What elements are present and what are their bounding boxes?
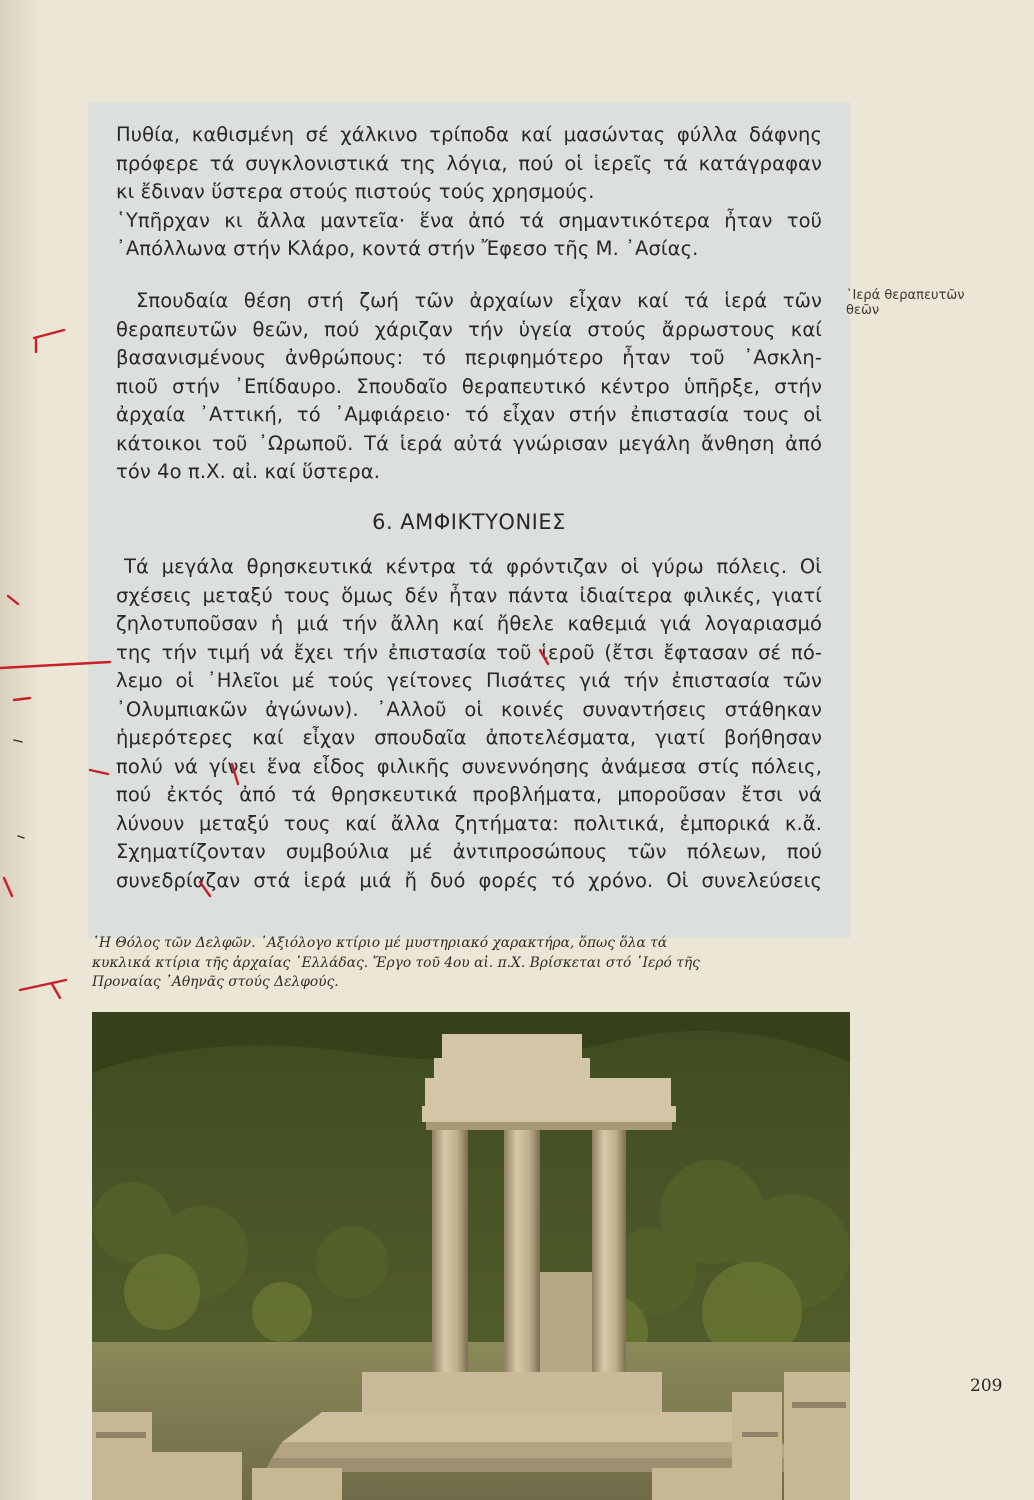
tholos-photo [92,1012,850,1500]
text-line: θεραπευτῶν θεῶν, πού χάριζαν τήν ὑγεία στούς ἄρρωστους καί [116,317,822,341]
text-line: ᾿Απόλλωνα στήν Κλάρο, κοντά στήν Ἔφεσο τῆς Μ. ᾿Ασίας. [116,237,699,260]
text-line: λύνουν μεταξύ τους καί ἄλλα ζητήματα: πολιτικά, ἐμπορικά κ.ἄ. [116,811,822,835]
text-line: συνεδρίαζαν στά ἱερά μιά ἤ δυό φορές τό χρόνο. Οἱ συνελεύσεις [116,868,822,892]
text-line: λεμο οἱ ᾿Ηλεῖοι μέ τούς γείτονες Πισάτες γιά τήν ἐπιστασία τῶν [116,669,822,692]
text-line: ᾿Ολυμπιακῶν ἀγώνων). ᾿Αλλοῦ οἱ κοινές συναντήσεις στάθηκαν [116,697,822,721]
text-line: σχέσεις μεταξύ τους ὅμως δέν ἦταν πάντα ἰδιαίτερα φιλικές, γιατί [116,583,822,607]
text-line: κάτοικοι τοῦ ᾿Ωρωποῦ. Τά ἱερά αὐτά γνώρισαν μεγάλη ἄνθηση ἀπό [116,431,822,455]
text-line: κι ἔδιναν ὕστερα στούς πιστούς τούς χρησμούς. [116,180,595,203]
paragraph-amphictyonies [116,553,822,895]
text-line: ἀρχαία ᾿Αττική, τό ᾿Αμφιάρειο· τό εἶχαν στήν ἐπιστασία τους οἱ [116,403,822,426]
photo-caption [92,934,834,993]
section-heading: 6. ΑΜΦΙΚΤΥΟΝΙΕΣ [372,510,566,534]
text-line: Τά μεγάλα θρησκευτικά κέντρα τά φρόντιζαν οἱ γύρω πόλεις. Οἱ [124,555,822,578]
caption-line: ῾Η Θόλος τῶν Δελφῶν. ᾿Αξιόλογο κτίριο μέ μυστηριακό χαρακτήρα, ὅπως ὅλα τά [92,935,668,951]
text-line: πού ἐκτός ἀπό τά θρησκευτικά προβλήματα, μποροῦσαν ἔτσι νά [116,783,822,806]
margin-note: ῾Ιερά θεραπευτῶν θεῶν [846,288,965,318]
text-line: Σχηματίζονταν συμβούλια μέ ἀντιπροσώπους τῶν πόλεων, πού [116,840,822,863]
text-line: ῾Υπῆρχαν κι ἄλλα μαντεῖα· ἕνα ἀπό τά σημαντικότερα ἦταν τοῦ [116,208,822,232]
text-line: τόν 4ο π.Χ. αἰ. καί ὕστερα. [116,460,381,483]
paragraph-pythia [116,121,822,264]
text-line: της τήν τιμή νά ἔχει τήν ἐπιστασία τοῦ ἱεροῦ (ἔτσι ἔφτασαν σέ πό- [116,640,822,664]
text-line: βασανισμένους ἀνθρώπους: τό περιφημότερο ἦταν τοῦ ᾿Ασκλη- [116,346,822,369]
caption-line: κυκλικά κτίρια τῆς ἀρχαίας ῾Ελλάδας. Ἔργο τοῦ 4ου αἰ. π.Χ. Βρίσκεται στό ῾Ιερό τῆς [92,954,700,971]
page-number: 209 [970,1376,1003,1396]
paragraph-healing-sanctuaries [116,287,822,487]
text-line: ζηλοτυποῦσαν ἡ μιά τήν ἄλλη καί ἤθελε καθεμιά γιά λογαριασμό [116,612,822,635]
text-line: ἡμερότερες καί εἶχαν σπουδαῖα ἀποτελέσματα, γιατί βοήθησαν [116,726,822,749]
text-line: πιοῦ στήν ᾿Επίδαυρο. Σπουδαῖο θεραπευτικό κέντρο ὑπῆρξε, στήν [116,374,822,398]
text-line: Πυθία, καθισμένη σέ χάλκινο τρίποδα καί μασώντας φύλλα δάφνης [116,123,822,146]
text-line: πρόφερε τά συγκλονιστικά της λόγια, πού οἱ ἱερεῖς τά κατάγραφαν [116,151,822,175]
caption-line: Προναίας ᾿Αθηνᾶς στούς Δελφούς. [92,974,339,990]
page-edge-shadow [0,0,40,1500]
text-line: πολύ νά γίνει ἕνα εἶδος φιλικῆς συνεννόησης ἀνάμεσα στίς πόλεις, [116,754,822,778]
text-line: Σπουδαία θέση στή ζωή τῶν ἀρχαίων εἶχαν καί τά ἱερά τῶν [136,289,822,312]
